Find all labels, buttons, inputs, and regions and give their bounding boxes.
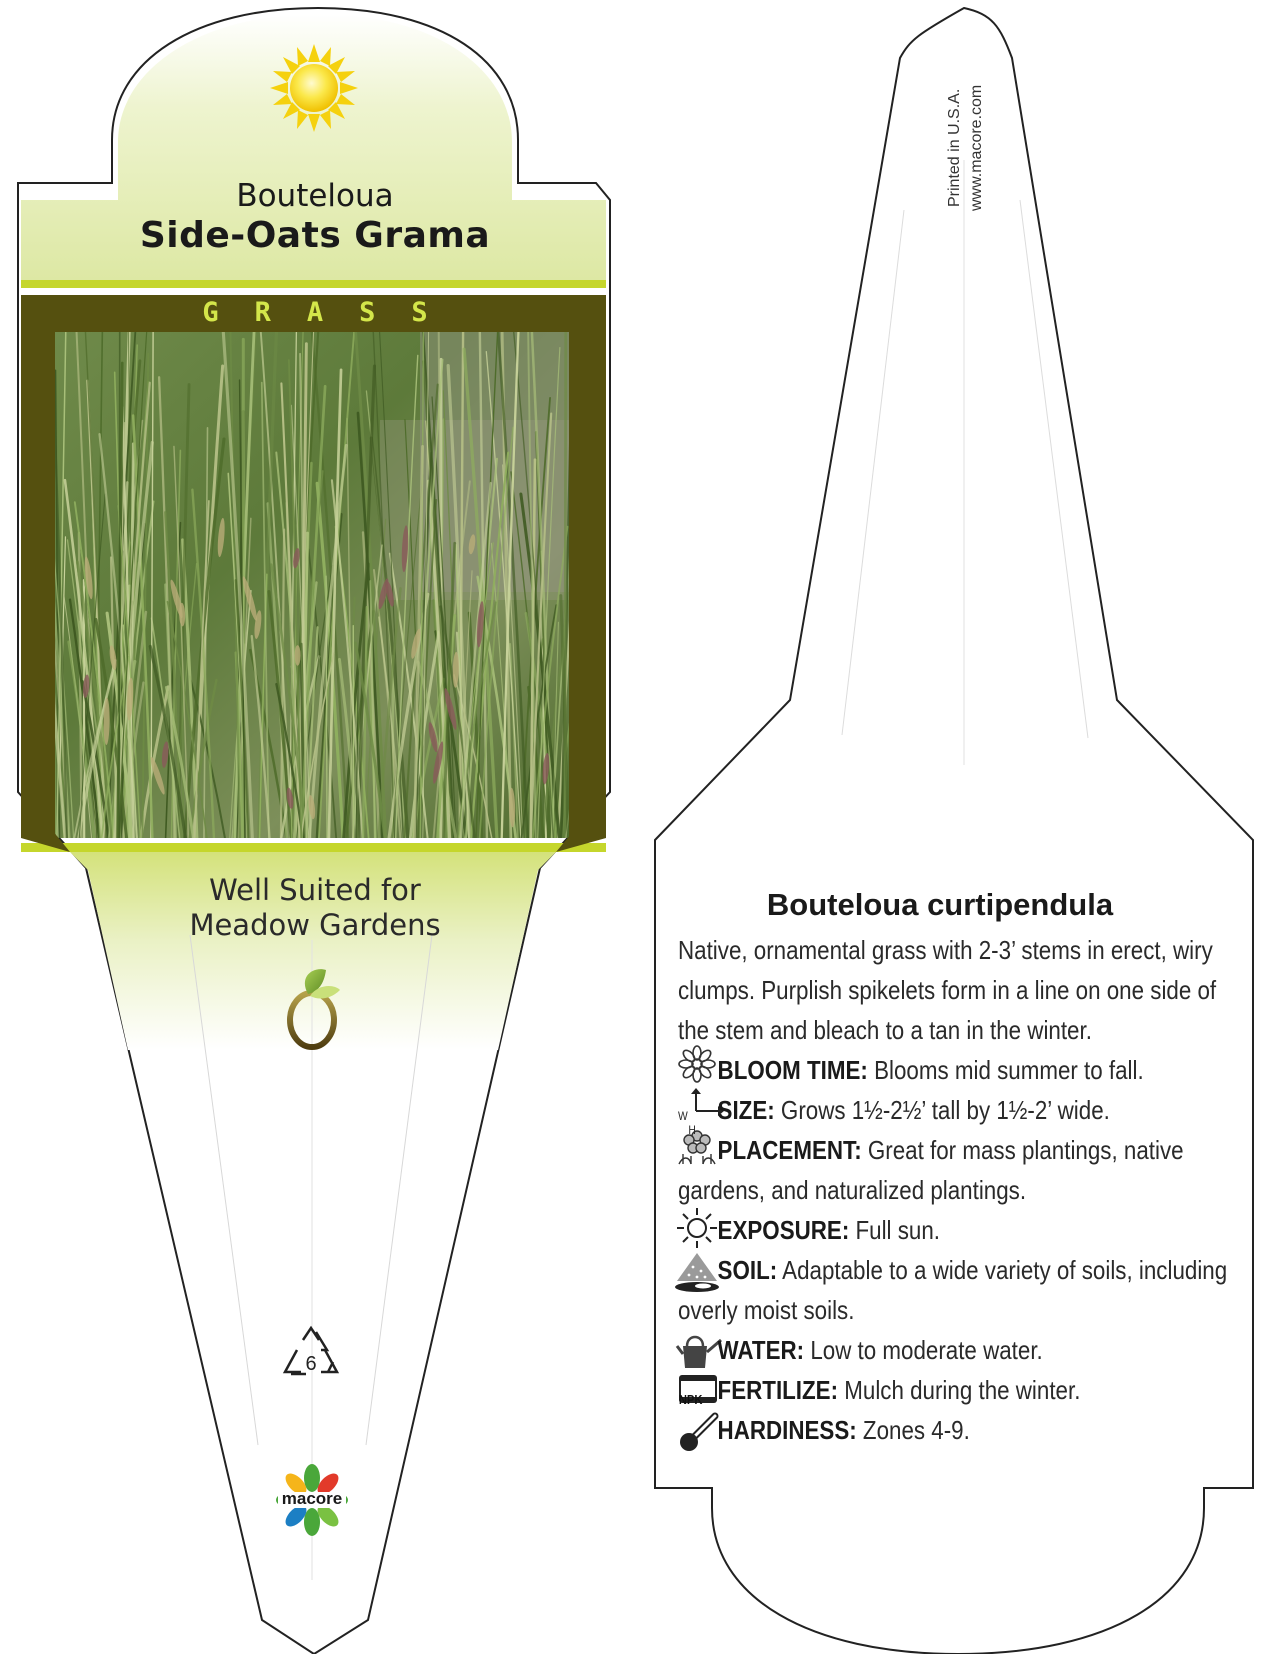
attr-value: Blooms mid summer to fall. [874, 1055, 1144, 1085]
scientific-name: Bouteloua curtipendula [766, 887, 1114, 922]
npk-label: NPK [678, 1392, 703, 1407]
attr-soil [678, 1250, 1246, 1330]
attr-exposure [678, 1210, 1246, 1250]
printed-in-text: Printed in U.S.A. [946, 88, 963, 207]
brand-logo-text: macore [281, 1489, 343, 1508]
attr-label: WATER: [717, 1335, 805, 1365]
title-band [21, 280, 606, 288]
tagline-line-1: Well Suited for [209, 873, 421, 907]
attr-hardiness [678, 1410, 1246, 1450]
tagline [80, 873, 550, 943]
size-h-label: H [688, 1123, 696, 1137]
attr-label: SOIL: [717, 1255, 778, 1285]
attr-label: FERTILIZE: [717, 1375, 839, 1405]
attr-label: HARDINESS: [717, 1415, 857, 1445]
attr-label: PLACEMENT: [717, 1135, 862, 1165]
attr-value: Full sun. [855, 1215, 941, 1245]
attr-water [678, 1330, 1246, 1370]
attr-value: Grows 1½-2½’ tall by 1½-2’ wide. [780, 1095, 1110, 1125]
seed-spike [295, 645, 301, 666]
plant-common-name: Side-Oats Grama [139, 215, 491, 256]
tagline-line-2: Meadow Gardens [189, 908, 441, 942]
attr-value: Mulch during the winter. [844, 1375, 1081, 1405]
attr-value: Low to moderate water. [810, 1335, 1043, 1365]
care-info [678, 930, 1246, 1450]
attr-label: BLOOM TIME: [717, 1055, 868, 1085]
tagline-band [21, 843, 606, 852]
description: Native, ornamental grass with 2-3’ stems in erect, wiry clumps. Purplish spikelets form in a line on one side of the stem and bleach to a tan in the winter. [678, 935, 1217, 1045]
attr-size [678, 1090, 1246, 1137]
plant-category: GRASS [202, 297, 464, 328]
size-w-label: W [678, 1109, 688, 1123]
plant-genus: Bouteloua [236, 178, 394, 214]
attr-fertilize [678, 1370, 1246, 1410]
attr-bloom-time [678, 1050, 1246, 1090]
attr-label: SIZE: [717, 1095, 775, 1125]
grass-photo [37, 273, 596, 838]
attr-label: EXPOSURE: [717, 1215, 850, 1245]
attr-value: Adaptable to a wide variety of soils, including overly moist soils. [678, 1255, 1228, 1325]
sun-icon [270, 44, 358, 132]
attr-value: Great for mass plantings, native gardens, and naturalized plantings. [678, 1135, 1184, 1205]
attr-value: Zones 4-9. [862, 1415, 970, 1445]
website-text: www.macore.com [968, 84, 985, 211]
attr-placement [678, 1130, 1246, 1210]
recycle-code: 6 [305, 1353, 317, 1375]
